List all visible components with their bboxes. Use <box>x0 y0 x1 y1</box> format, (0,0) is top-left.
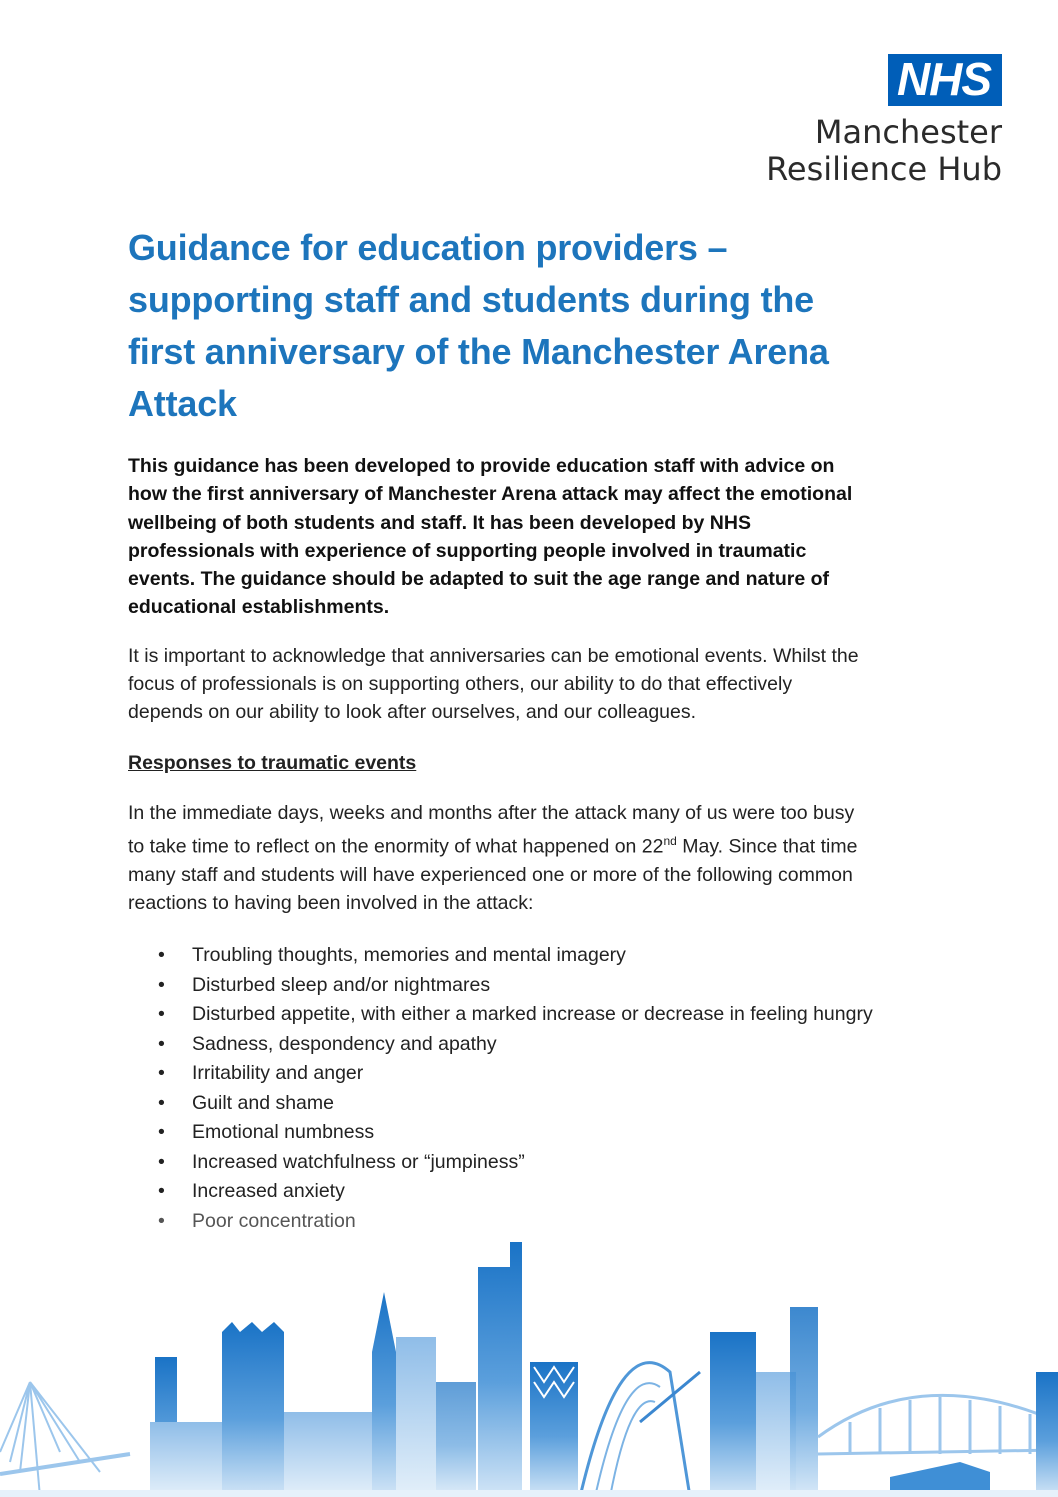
bullet-icon: • <box>158 1209 165 1232</box>
building-shape <box>790 1307 818 1497</box>
cathedral-shape <box>222 1322 284 1497</box>
bullet-icon: • <box>158 1091 165 1114</box>
building-shape <box>150 1422 230 1497</box>
paragraph-line <box>128 827 948 861</box>
bullet-icon: • <box>158 1062 165 1085</box>
left-bridge-shape <box>0 1382 130 1497</box>
paragraph-text: May. Since that time <box>676 835 858 858</box>
intro-line: events. The guidance should be adapted to suit the age range and nature of <box>128 568 830 591</box>
list-item-text: Troubling thoughts, memories and mental imagery <box>192 944 626 967</box>
bullet-icon: • <box>158 1121 165 1144</box>
list-item-text: Disturbed sleep and/or nightmares <box>192 973 491 996</box>
building-shape <box>710 1332 756 1497</box>
list-item-text: Sadness, despondency and apathy <box>192 1032 497 1055</box>
arch-lines <box>595 1383 660 1497</box>
list-item-text: Irritability and anger <box>192 1062 364 1085</box>
paragraph-line: focus of professionals is on supporting others, our ability to do that effectively <box>128 673 793 696</box>
beetham-tower-shape <box>478 1242 522 1497</box>
list-item-text: Increased anxiety <box>192 1180 345 1203</box>
page-title <box>128 222 948 430</box>
list-item-text: Increased watchfulness or “jumpiness” <box>192 1150 525 1173</box>
title-line: Guidance for education providers – <box>128 227 728 268</box>
manchester-skyline-illustration <box>0 1222 1058 1497</box>
intro-line: how the first anniversary of Manchester Arena attack may affect the emotional <box>128 483 853 506</box>
intro-line: This guidance has been developed to provide education staff with advice on <box>128 455 835 477</box>
arch-bridge-shape <box>580 1363 690 1497</box>
building-shape <box>436 1382 476 1497</box>
bullet-icon: • <box>158 944 165 967</box>
building-shape <box>284 1412 374 1497</box>
document-body <box>128 222 948 1236</box>
reactions-list <box>128 941 948 1236</box>
paragraph-text: to take time to reflect on the enormity of what happened on 22 <box>128 835 664 858</box>
list-item <box>128 1059 948 1089</box>
bullet-icon: • <box>158 1032 165 1055</box>
right-bridge-shape <box>818 1395 1058 1454</box>
bullet-icon: • <box>158 1150 165 1173</box>
list-item <box>128 1030 948 1060</box>
organisation-name-line2: Resilience Hub <box>766 150 1002 188</box>
ground-strip <box>0 1490 1058 1497</box>
list-item <box>128 1177 948 1207</box>
intro-line: educational establishments. <box>128 596 390 619</box>
list-item <box>128 1118 948 1148</box>
list-item <box>128 1148 948 1178</box>
title-line: supporting staff and students during the <box>128 279 814 320</box>
spire-shape <box>372 1292 396 1497</box>
building-shape <box>396 1337 436 1497</box>
intro-paragraph <box>128 452 948 622</box>
nhs-logo-box: NHS <box>888 54 1002 106</box>
list-item-text: Guilt and shame <box>192 1091 334 1114</box>
paragraph-line: In the immediate days, weeks and months after the attack many of us were too busy <box>128 801 855 824</box>
anniversary-paragraph <box>128 642 948 727</box>
list-item <box>128 971 948 1001</box>
list-item <box>128 1089 948 1119</box>
nhs-logo <box>766 54 1002 188</box>
bullet-icon: • <box>158 973 165 996</box>
organisation-name-line1: Manchester <box>814 113 1002 151</box>
list-item <box>128 1000 948 1030</box>
date-ordinal-suffix: nd <box>663 833 677 848</box>
organisation-name <box>766 114 1002 188</box>
paragraph-line: many staff and students will have experienced one or more of the following common <box>128 863 853 886</box>
intro-line: professionals with experience of supporting people involved in traumatic <box>128 539 807 562</box>
list-item-text: Disturbed appetite, with either a marked increase or decrease in feeling hungry <box>192 1003 873 1026</box>
paragraph-line: reactions to having been involved in the attack: <box>128 892 534 915</box>
paragraph-line: It is important to acknowledge that anniversaries can be emotional events. Whilst the <box>128 644 859 667</box>
list-item <box>128 941 948 971</box>
bullet-icon: • <box>158 1180 165 1203</box>
title-line: Attack <box>128 383 237 424</box>
list-item-text: Emotional numbness <box>192 1121 375 1144</box>
section-heading: Responses to traumatic events <box>128 751 417 774</box>
building-shape <box>1036 1372 1058 1497</box>
title-line: first anniversary of the Manchester Arena <box>128 331 829 372</box>
bullet-icon: • <box>158 1003 165 1026</box>
list-item-text: Poor concentration <box>192 1209 356 1232</box>
paragraph-line: depends on our ability to look after ourselves, and our colleagues. <box>128 701 697 724</box>
intro-line: wellbeing of both students and staff. It has been developed by NHS <box>128 511 751 534</box>
reactions-paragraph <box>128 799 948 918</box>
